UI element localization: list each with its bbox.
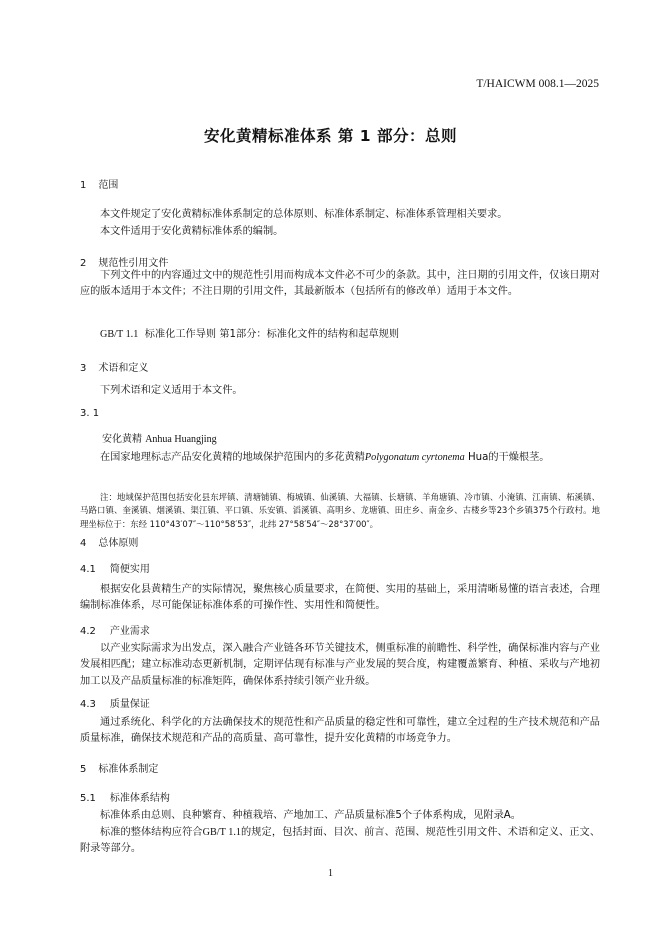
term-english: Anhua Huangjing [145, 434, 217, 445]
paragraph: 本文件适用于安化黄精标准体系的编制。 [100, 226, 284, 237]
subsection-title: 标准体系结构 [109, 793, 170, 804]
section-number: 4 [80, 538, 87, 549]
term-chinese: 安化黄精 [102, 434, 142, 445]
section-number: 3 [80, 363, 87, 374]
normative-reference [80, 327, 600, 343]
subsection-title: 质量保证 [109, 699, 150, 710]
subsection-4-3-heading [80, 695, 150, 710]
subsection-4-1-heading [80, 560, 150, 575]
section-2-heading [80, 254, 168, 269]
term-number: 3. 1 [80, 408, 100, 419]
section-title: 范围 [98, 180, 119, 191]
section-title: 规范性引用文件 [98, 258, 169, 269]
paragraph-text: 的规定，包括封面、目次、前言、范围、规范性引用文件、术语和定义、正文、附录等部分。 [80, 827, 601, 855]
subsection-number: 4.3 [80, 699, 96, 710]
paragraph: 根据安化县黄精生产的实际情况，聚焦核心质量要求，在简便、实用的基础上，采用清晰易懂的语言表述，合理编制标准体系，尽可能保证标准体系的可操作性、实用性和简便性。 [80, 584, 600, 612]
paragraph [80, 825, 600, 858]
section-4-heading [80, 534, 138, 549]
subsection-4-2-heading [80, 622, 150, 637]
page-number: 1 [328, 868, 333, 879]
paragraph: 通过系统化、科学化的方法确保技术的规范性和产品质量的稳定性和可靠性，建立全过程的生产技术规范和产品质量标准，确保技术规范和产品的高质量、高可靠性，提升安化黄精的市场竞争力。 [80, 717, 600, 745]
definition-text: 在国家地理标志产品安化黄精的地域保护范围内的多花黄精 [100, 452, 365, 463]
paragraph-text: 标准的整体结构应符合 [100, 827, 203, 838]
document-number: T/HAICWM 008.1—2025 [476, 78, 599, 90]
section-title: 标准体系制定 [98, 764, 159, 775]
subsection-number: 4.2 [80, 626, 96, 637]
subsection-title: 简便实用 [109, 564, 150, 575]
term-definition [80, 450, 600, 466]
subsection-number: 4.1 [80, 564, 96, 575]
paragraph: 下列术语和定义适用于本文件。 [100, 385, 243, 396]
paragraph: 标准体系由总则、良种繁育、种植栽培、产地加工、产品质量标准5个子体系构成，见附录A。 [100, 810, 521, 821]
page-title: 安化黄精标准体系 第 1 部分：总则 [204, 127, 457, 145]
note: 注：地域保护范围包括安化县东坪镇、清塘铺镇、梅城镇、仙溪镇、大福镇、长塘镇、羊角塘镇、冷市镇、小淹镇、江南镇、柘溪镇、马路口镇、奎溪镇、烟溪镇、渠江镇、平口镇、乐安镇、滔溪镇、高明乡、龙塘镇、田庄乡、南金乡、古楼乡等23个乡镇375个行政村。地理坐标位于：东经 110°43′07″～110°58′53″，北纬 27°58′54″～28°37′00″。 [80, 492, 600, 529]
subsection-number: 5.1 [80, 793, 96, 804]
paragraph: 以产业实际需求为出发点，深入融合产业链各环节关键技术，侧重标准的前瞻性、科学性，确保标准内容与产业发展相匹配；建立标准动态更新机制，定期评估现有标准与产业发展的契合度，构建覆盖繁育、种植、采收与产地初加工以及产品质量标准的标准矩阵，确保体系持续引领产业升级。 [80, 643, 600, 687]
section-title: 术语和定义 [98, 363, 149, 374]
section-5-heading [80, 760, 158, 775]
reference-code: GB/T 1.1 [202, 827, 241, 838]
reference-title: 标准化工作导则 第1部分：标准化文件的结构和起草规则 [144, 329, 400, 340]
subsection-title: 产业需求 [109, 626, 150, 637]
section-number: 2 [80, 258, 87, 269]
paragraph: 下列文件中的内容通过文中的规范性引用而构成本文件必不可少的条款。其中，注日期的引用文件，仅该日期对应的版本适用于本文件；不注日期的引用文件，其最新版本（包括所有的修改单）适用于本文件。 [80, 270, 600, 298]
latin-name: Polygonatum cyrtonema [364, 452, 465, 463]
section-number: 1 [80, 180, 87, 191]
reference-code: GB/T 1.1 [100, 329, 139, 340]
section-title: 总体原则 [98, 538, 139, 549]
term-entry [102, 430, 217, 445]
section-3-heading [80, 359, 148, 374]
definition-text: Hua的干燥根茎。 [468, 452, 550, 463]
paragraph: 本文件规定了安化黄精标准体系制定的总体原则、标准体系制定、标准体系管理相关要求。 [100, 209, 508, 220]
section-1-heading [80, 176, 118, 191]
subsection-5-1-heading [80, 789, 170, 804]
section-number: 5 [80, 764, 87, 775]
